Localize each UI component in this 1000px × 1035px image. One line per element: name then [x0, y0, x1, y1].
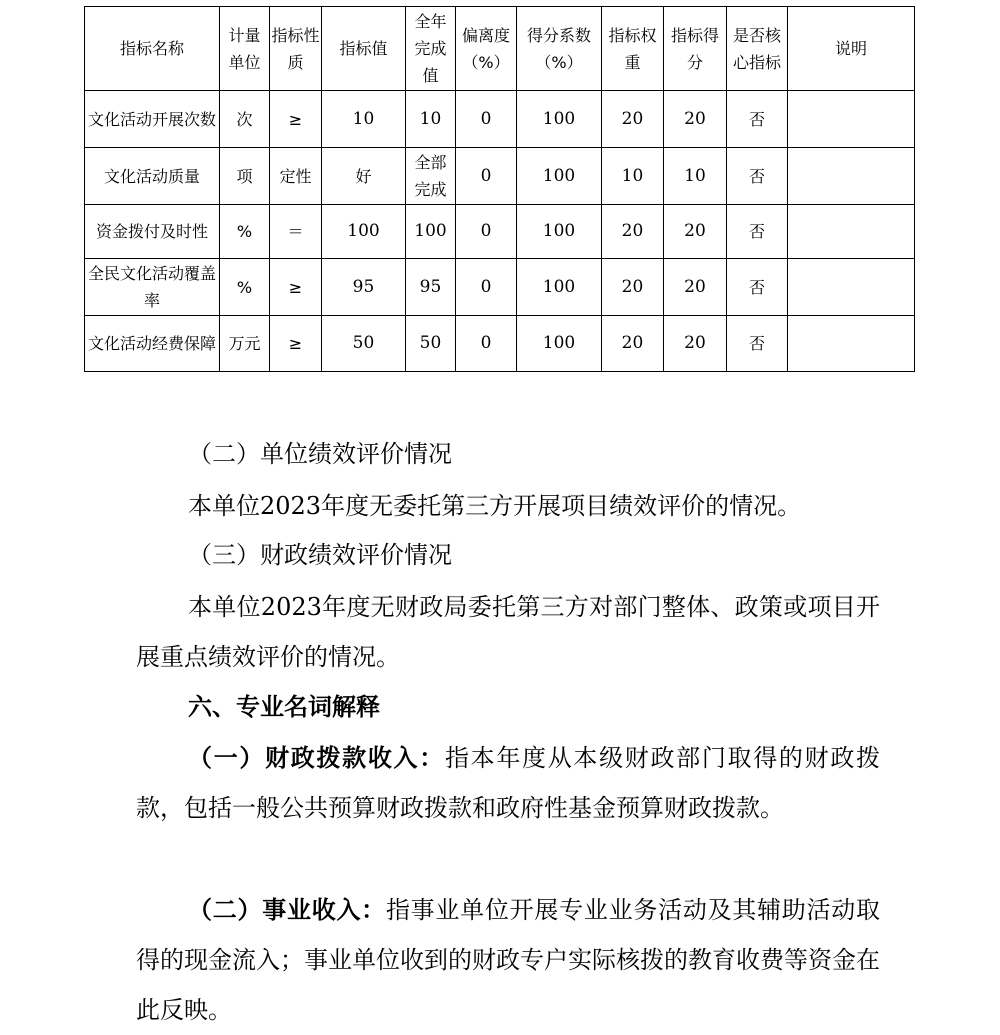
table-cell: 项 [220, 148, 270, 205]
table-cell: 10 [322, 91, 406, 148]
performance-indicator-table [84, 6, 915, 372]
table-cell: ≥ [270, 316, 322, 372]
table-cell: 20 [602, 259, 664, 316]
table-cell: 0 [456, 205, 517, 259]
table-cell: % [220, 205, 270, 259]
table-cell: 10 [602, 148, 664, 205]
table-cell: 20 [602, 205, 664, 259]
column-header: 偏离度（%） [456, 7, 517, 91]
table-row [85, 205, 915, 259]
glossary-heading: 六、专业名词解释 [188, 693, 380, 721]
glossary-definition: 指事业单位开展专业业务活动及其辅助活动取得的现金流入；事业单位收到的财政专户实际核拨的教育收费等资金在此反映。 [136, 896, 881, 1024]
table-cell: 否 [727, 91, 788, 148]
table-cell: 资金拨付及时性 [85, 205, 220, 259]
table-cell: 20 [664, 259, 727, 316]
column-header: 得分系数（%） [517, 7, 602, 91]
table-cell: 100 [406, 205, 456, 259]
table-cell: 100 [322, 205, 406, 259]
column-header: 说明 [788, 7, 915, 91]
table-cell: 否 [727, 205, 788, 259]
table-cell: 0 [456, 91, 517, 148]
table-cell: 10 [664, 148, 727, 205]
table-row [85, 148, 915, 205]
table-cell: 20 [602, 91, 664, 148]
table-header-row [85, 7, 915, 91]
table-cell: 100 [517, 205, 602, 259]
finance-eval-text: 本单位2023年度无财政局委托第三方对部门整体、政策或项目开展重点绩效评价的情况。 [136, 593, 880, 671]
glossary-item-fiscal-appropriation [136, 733, 880, 833]
glossary-term: （一）财政拨款收入： [188, 744, 445, 772]
table-cell: 文化活动经费保障 [85, 316, 220, 372]
table-cell: 100 [517, 91, 602, 148]
table-cell: 95 [406, 259, 456, 316]
table-row [85, 316, 915, 372]
table-cell: 文化活动质量 [85, 148, 220, 205]
table-cell: 20 [664, 91, 727, 148]
table-cell [788, 148, 915, 205]
column-header: 指标权重 [602, 7, 664, 91]
table-cell: 50 [322, 316, 406, 372]
table-cell: 10 [406, 91, 456, 148]
glossary-term: （二）事业收入： [188, 896, 386, 924]
table-cell: 否 [727, 259, 788, 316]
table-cell: 0 [456, 148, 517, 205]
table-cell: 95 [322, 259, 406, 316]
table-cell: ≥ [270, 91, 322, 148]
table-cell: 20 [664, 205, 727, 259]
column-header: 指标得分 [664, 7, 727, 91]
table-cell: 100 [517, 148, 602, 205]
table-cell: 好 [322, 148, 406, 205]
table-cell: 次 [220, 91, 270, 148]
glossary-item-business-income [136, 885, 880, 1035]
table-cell: 50 [406, 316, 456, 372]
table-row [85, 259, 915, 316]
table-cell: 0 [456, 259, 517, 316]
table-cell [788, 259, 915, 316]
finance-eval-heading: （三）财政绩效评价情况 [188, 541, 452, 569]
table-cell: ≥ [270, 259, 322, 316]
table-cell: 100 [517, 259, 602, 316]
table-cell: 全部完成 [406, 148, 456, 205]
column-header: 指标名称 [85, 7, 220, 91]
table-cell: 0 [456, 316, 517, 372]
table-cell: 文化活动开展次数 [85, 91, 220, 148]
table-row [85, 91, 915, 148]
column-header: 是否核心指标 [727, 7, 788, 91]
table-cell: ＝ [270, 205, 322, 259]
table-cell: 否 [727, 148, 788, 205]
table-cell [788, 205, 915, 259]
table-cell: 万元 [220, 316, 270, 372]
table-cell [788, 91, 915, 148]
table-cell: 否 [727, 316, 788, 372]
column-header: 计量单位 [220, 7, 270, 91]
table-cell: 100 [517, 316, 602, 372]
glossary-definition: 指本年度从本级财政部门取得的财政拨款，包括一般公共预算财政拨款和政府性基金预算财政拨款。 [136, 744, 881, 822]
column-header: 指标值 [322, 7, 406, 91]
table-cell: 全民文化活动覆盖率 [85, 259, 220, 316]
table-cell: 定性 [270, 148, 322, 205]
unit-eval-heading: （二）单位绩效评价情况 [188, 440, 452, 468]
unit-eval-text: 本单位2023年度无委托第三方开展项目绩效评价的情况。 [188, 492, 802, 520]
column-header: 指标性质 [270, 7, 322, 91]
table-cell: 20 [602, 316, 664, 372]
table-cell [788, 316, 915, 372]
column-header: 全年完成值 [406, 7, 456, 91]
table-cell: 20 [664, 316, 727, 372]
table-cell: % [220, 259, 270, 316]
